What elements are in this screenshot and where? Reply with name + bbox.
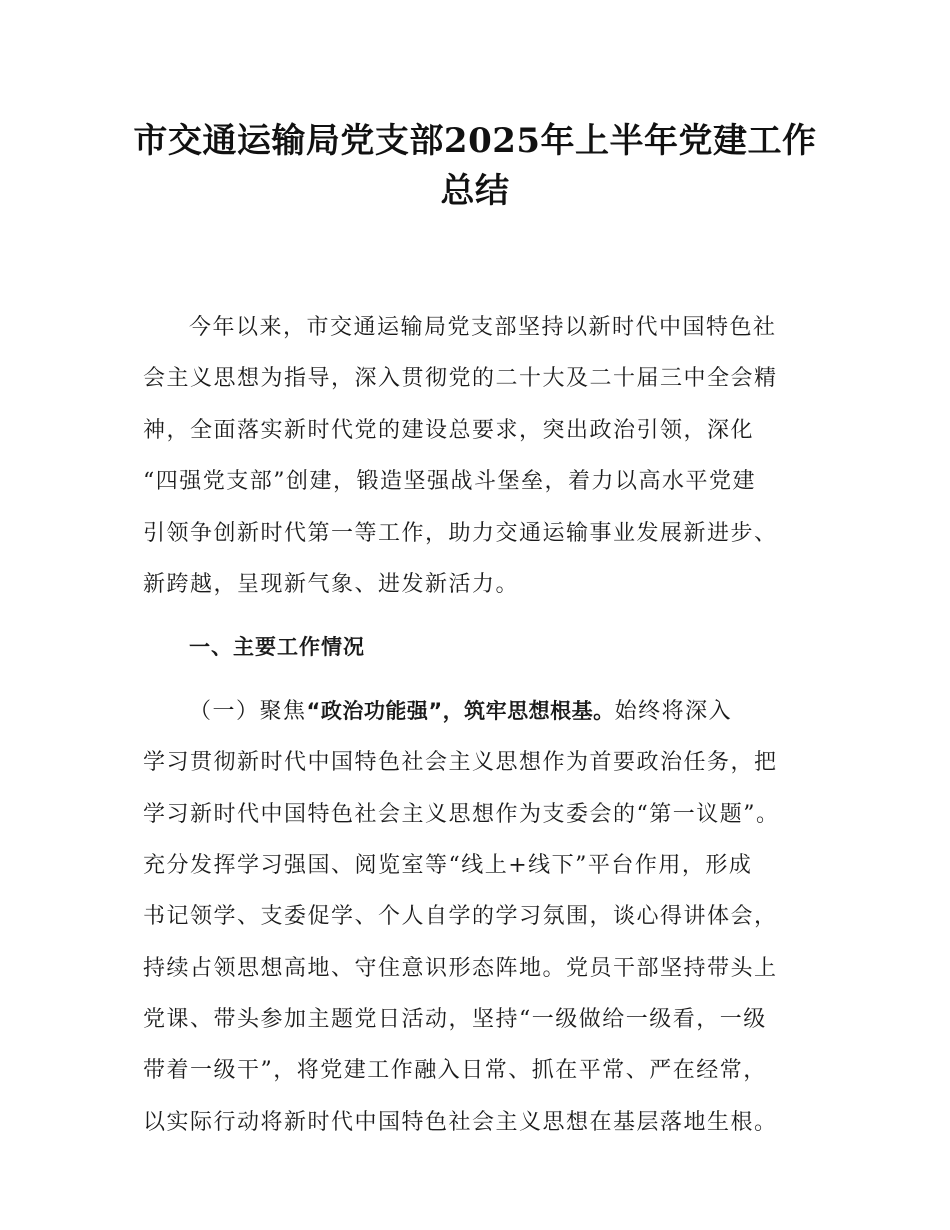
paragraph-line: 学习新时代中国特色社会主义思想作为支委会的“第一议题”。 bbox=[143, 801, 780, 827]
subsection-lead-plain: 聚焦 bbox=[259, 698, 307, 724]
paragraph-line: 充分发挥学习强国、阅览室等“线上+线下”平台作用，形成 bbox=[143, 852, 753, 878]
paragraph-line: 带着一级干”，将党建工作融入日常、抓在平常、严在经常， bbox=[143, 1058, 767, 1084]
paragraph-line: 书记领学、支委促学、个人自学的学习氛围，谈心得讲体会， bbox=[143, 904, 778, 930]
subsection-lead-bold: “政治功能强”，筑牢思想根基。 bbox=[306, 698, 615, 723]
spacer bbox=[143, 610, 823, 622]
paragraph-line: 学习贯彻新时代中国特色社会主义思想作为首要政治任务，把 bbox=[143, 750, 778, 776]
subsection-lead-rest: 始终将深入 bbox=[614, 698, 733, 724]
paragraph-line: 党课、带头参加主题党日活动，坚持“一级做给一级看，一级 bbox=[143, 1007, 767, 1033]
document-title bbox=[90, 116, 860, 216]
section-heading: 一、主要工作情况 bbox=[189, 635, 365, 660]
subsection-number: （一） bbox=[189, 698, 260, 724]
paragraph-line: 引领争创新时代第一等工作，助力交通运输事业发展新进步、 bbox=[143, 520, 778, 546]
title-line-2: 总结 bbox=[440, 171, 510, 211]
subsection-paragraph bbox=[143, 686, 823, 1149]
paragraph-line: 新跨越，呈现新气象、进发新活力。 bbox=[143, 571, 520, 597]
title-line-1: 市交通运输局党支部2025年上半年党建工作 bbox=[133, 121, 817, 161]
paragraph-line: “四强党支部”创建，锻造坚强战斗堡垒，着力以高水平党建 bbox=[143, 469, 756, 495]
paragraph-line: 会主义思想为指导，深入贯彻党的二十大及二十届三中全会精 bbox=[143, 366, 778, 392]
paragraph-line: 以实际行动将新时代中国特色社会主义思想在基层落地生根。 bbox=[143, 1109, 778, 1135]
spacer bbox=[143, 674, 823, 686]
paragraph-line: 持续占领思想高地、守住意识形态阵地。党员干部坚持带头上 bbox=[143, 955, 778, 981]
subsection-lead-line bbox=[143, 686, 823, 737]
paragraph-line: 神，全面落实新时代党的建设总要求，突出政治引领，深化 bbox=[143, 417, 755, 443]
intro-paragraph bbox=[143, 302, 823, 610]
document-body bbox=[143, 302, 823, 1148]
paragraph-line: 今年以来，市交通运输局党支部坚持以新时代中国特色社 bbox=[189, 315, 777, 340]
